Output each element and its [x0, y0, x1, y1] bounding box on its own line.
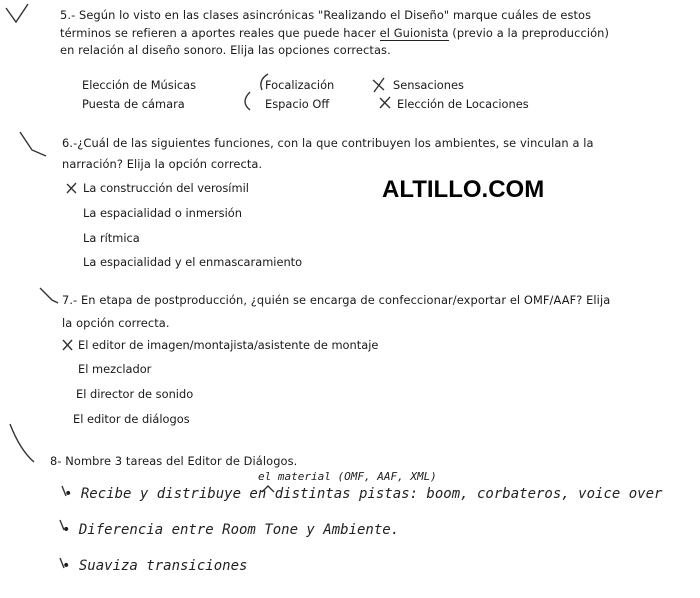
- q5-option-camara[interactable]: Puesta de cámara: [82, 97, 185, 111]
- q5-option-sensaciones[interactable]: Sensaciones: [393, 78, 464, 92]
- q5-line1: 5.- Según lo visto en las clases asincrónicas "Realizando el Diseño" marque cuáles de estos: [60, 8, 592, 22]
- q7-line2: la opción correcta.: [62, 316, 170, 330]
- q5-line3: en relación al diseño sonoro. Elija las opciones correctas.: [60, 43, 391, 57]
- q5-option-focalizacion[interactable]: Focalización: [265, 78, 335, 92]
- q6-line2: narración? Elija la opción correcta.: [62, 157, 263, 171]
- x-mark-locaciones: [380, 97, 390, 108]
- q7-option-mezclador[interactable]: El mezclador: [78, 362, 152, 376]
- q7-option-editor-dialogos[interactable]: El editor de diálogos: [73, 412, 190, 426]
- q7-option-editor-imagen[interactable]: El editor de imagen/montajista/asistente de montaje: [78, 338, 379, 352]
- q5-option-musicas[interactable]: Elección de Músicas: [82, 78, 197, 92]
- q8-answer-3: • Suaviza transiciones: [62, 558, 248, 574]
- q8-answer-2: • Diferencia entre Room Tone y Ambiente.: [62, 522, 400, 538]
- q5-line2c: (previo a la preproducción): [448, 26, 610, 40]
- q6-option-verosimil[interactable]: La construcción del verosímil: [83, 181, 249, 195]
- check-mark-q5: [6, 4, 28, 22]
- q5-line2: [60, 26, 609, 40]
- watermark-altillo: ALTILLO.COM: [382, 176, 545, 203]
- q8-title: 8- Nombre 3 tareas del Editor de Diálogos.: [50, 454, 298, 468]
- x-mark-q7: [63, 340, 72, 350]
- q5-option-locaciones[interactable]: Elección de Locaciones: [397, 97, 529, 111]
- q5-line2a: términos se refieren a aportes reales que puede hacer: [60, 26, 380, 40]
- q8-answer-1: • Recibe y distribuye en distintas pistas: boom, corbateros, voice over: [64, 486, 663, 502]
- x-mark-q6: [67, 183, 76, 193]
- check-mark-q8: [10, 424, 34, 462]
- q8-handwritten-insert: el material (OMF, AAF, XML): [258, 470, 437, 483]
- circle-espacio-off: [245, 92, 250, 110]
- q6-option-inmersion[interactable]: La espacialidad o inmersión: [83, 206, 242, 220]
- q6-option-enmascaramiento[interactable]: La espacialidad y el enmascaramiento: [83, 255, 303, 269]
- x-mark-sensaciones: [373, 78, 384, 92]
- q7-line1: 7.- En etapa de postproducción, ¿quién se encarga de confeccionar/exportar el OMF/AAF? Elija: [62, 293, 611, 307]
- q6-option-ritmica[interactable]: La rítmica: [83, 231, 140, 245]
- q5-line2b-underlined: el Guionista: [379, 26, 449, 40]
- check-mark-q7: [40, 288, 58, 303]
- q6-line1: 6.-¿Cuál de las siguientes funciones, con la que contribuyen los ambientes, se vinculan a la: [62, 136, 594, 150]
- q7-option-director-sonido[interactable]: El director de sonido: [76, 387, 194, 401]
- check-mark-q6: [20, 132, 46, 156]
- q5-option-espacio-off[interactable]: Espacio Off: [265, 97, 330, 111]
